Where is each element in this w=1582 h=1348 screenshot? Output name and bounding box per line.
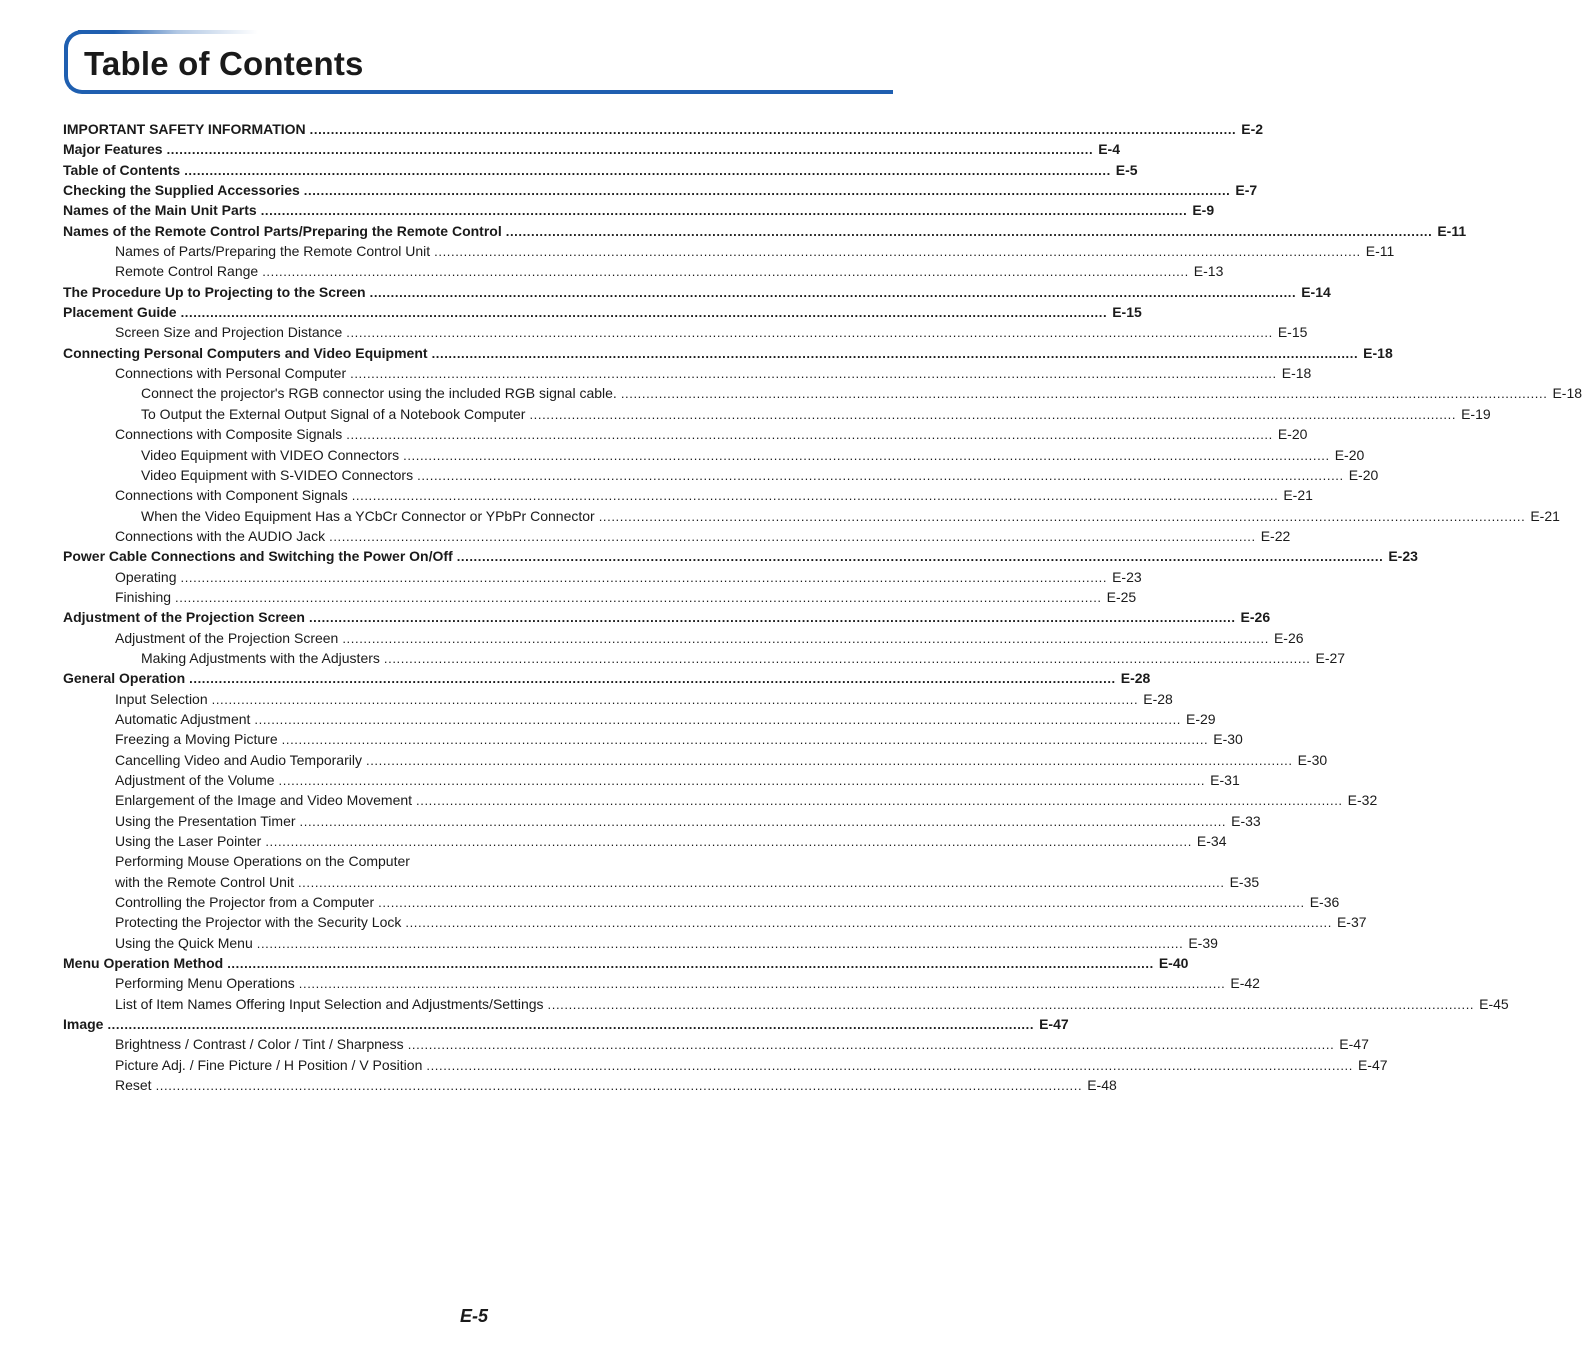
toc-entry-page: E-5	[1115, 161, 1138, 178]
toc-entry-title: Remote Control Range	[115, 263, 259, 280]
toc-dot-leader: ............................................................................................................................................................................................................................	[505, 223, 1433, 239]
toc-entry-page: E-18	[1363, 344, 1393, 361]
toc-entry-title: Adjustment of the Projection Screen	[63, 609, 305, 626]
toc-dot-leader: ............................................................................................................................................................................................................................	[308, 610, 1236, 626]
toc-entry[interactable]	[63, 404, 1491, 424]
toc-dot-leader: ............................................................................................................................................................................................................................	[342, 630, 1269, 646]
toc-dot-leader: ............................................................................................................................................................................................................................	[529, 406, 1457, 422]
toc-entry-title: IMPORTANT SAFETY INFORMATION	[63, 121, 306, 137]
toc-entry[interactable]	[63, 933, 1218, 953]
toc-dot-leader: ............................................................................................................................................................................................................................	[365, 752, 1293, 768]
toc-entry-page: E-30	[1213, 731, 1243, 748]
toc-entry-title: When the Video Equipment Has a YCbCr Connector or YPbPr Connector	[141, 507, 595, 524]
toc-entry-page: E-9	[1192, 202, 1215, 219]
toc-entry-page: E-4	[1098, 141, 1120, 158]
toc-dot-leader: ............................................................................................................................................................................................................................	[350, 366, 1277, 382]
toc-entry-page: E-29	[1186, 710, 1216, 727]
toc-entry-title: Cancelling Video and Audio Temporarily	[115, 751, 362, 768]
toc-entry-title: Connections with Personal Computer	[115, 365, 347, 382]
toc-entry-page: E-7	[1235, 182, 1258, 199]
toc-entry[interactable]	[63, 160, 1138, 180]
toc-entry[interactable]	[63, 607, 1271, 627]
toc-dot-leader: ............................................................................................................................................................................................................................	[107, 1017, 1035, 1033]
toc-entry[interactable]	[63, 709, 1216, 729]
toc-entry[interactable]	[63, 831, 1227, 851]
toc-entry-page: E-45	[1479, 995, 1509, 1012]
toc-entry-page: E-23	[1388, 548, 1418, 565]
page-number: E-5	[460, 1306, 489, 1326]
toc-dot-leader: ............................................................................................................................................................................................................................	[378, 895, 1305, 911]
toc-dot-leader: ............................................................................................................................................................................................................................	[262, 264, 1189, 280]
toc-entry[interactable]	[63, 526, 1291, 546]
toc-entry-page: E-30	[1297, 751, 1328, 768]
toc-entry-page: E-11	[1437, 222, 1467, 239]
toc-entry[interactable]	[63, 770, 1240, 790]
toc-dot-leader: ............................................................................................................................................................................................................................	[351, 488, 1279, 504]
toc-entry-page: E-26	[1273, 629, 1304, 646]
toc-entry-title: Performing Mouse Operations on the Computer	[115, 853, 410, 870]
toc-dot-leader: ............................................................................................................................................................................................................................	[299, 813, 1227, 829]
toc-entry-page: E-36	[1309, 894, 1340, 911]
toc-entry-page: E-13	[1193, 263, 1224, 280]
toc-entry[interactable]	[63, 139, 1120, 159]
toc-entry[interactable]	[63, 485, 1313, 505]
toc-entry-title: Making Adjustments with the Adjusters	[141, 649, 380, 666]
toc-dot-leader: ............................................................................................................................................................................................................................	[189, 671, 1116, 687]
toc-entry-page: E-31	[1210, 772, 1240, 788]
toc-entry[interactable]	[63, 200, 1215, 220]
toc-dot-leader: ............................................................................................................................................................................................................................	[281, 732, 1209, 748]
toc-dot-leader: ............................................................................................................................................................................................................................	[184, 162, 1111, 178]
toc-entry-page: E-47	[1339, 1036, 1369, 1053]
toc-entry[interactable]	[63, 424, 1308, 444]
toc-entry-page: E-20	[1277, 426, 1308, 443]
toc-entry-page: E-32	[1347, 792, 1378, 809]
toc-dot-leader: ............................................................................................................................................................................................................................	[166, 142, 1094, 158]
toc-entry[interactable]	[63, 363, 1312, 383]
toc-entry-title: Table of Contents	[63, 161, 181, 178]
toc-entry-page: E-21	[1530, 507, 1560, 524]
toc-entry-page: E-21	[1283, 487, 1313, 504]
toc-entry-page: E-15	[1112, 304, 1142, 321]
toc-dot-leader: ............................................................................................................................................................................................................................	[227, 956, 1154, 972]
toc-entry[interactable]	[63, 506, 1560, 526]
toc-dot-leader: ............................................................................................................................................................................................................................	[329, 528, 1256, 544]
toc-entry-page: E-19	[1461, 405, 1491, 422]
toc-dot-leader: ............................................................................................................................................................................................................................	[303, 183, 1231, 199]
toc-dot-leader: ............................................................................................................................................................................................................................	[298, 976, 1226, 992]
toc-entry-title: Checking the Supplied Accessories	[63, 182, 300, 199]
toc-entry[interactable]	[63, 851, 692, 871]
toc-dot-leader: ............................................................................................................................................................................................................................	[180, 569, 1108, 585]
toc-entry-title: General Operation	[63, 670, 186, 687]
toc-dot-leader: ............................................................................................................................................................................................................................	[434, 244, 1361, 260]
toc-entry-title: Image	[63, 1016, 104, 1033]
toc-entry-title: with the Remote Control Unit	[115, 873, 294, 890]
toc-dot-leader: ............................................................................................................................................................................................................................	[456, 549, 1384, 565]
toc-entry-page: E-20	[1334, 446, 1365, 463]
toc-dot-leader: ............................................................................................................................................................................................................................	[426, 1057, 1353, 1073]
toc-entry[interactable]	[63, 445, 1365, 465]
toc-entry-page: E-23	[1112, 568, 1142, 585]
toc-entry-page: E-20	[1348, 466, 1379, 483]
toc-entry[interactable]	[63, 953, 1189, 973]
toc-dot-leader: ............................................................................................................................................................................................................................	[431, 345, 1359, 361]
toc-entry-title: The Procedure Up to Projecting to the Screen	[63, 283, 366, 300]
toc-entry-title: Protecting the Projector with the Security Lock	[115, 914, 402, 931]
toc-entry-title: Performing Menu Operations	[115, 975, 295, 992]
toc-entry-page: E-33	[1231, 812, 1261, 829]
toc-entry[interactable]	[63, 261, 1224, 281]
toc-dot-leader: ............................................................................................................................................................................................................................	[265, 834, 1192, 850]
toc-dot-leader: ............................................................................................................................................................................................................................	[598, 508, 1526, 524]
toc-entry[interactable]	[63, 465, 1379, 485]
toc-entry-title: To Output the External Output Signal of a Notebook Computer	[141, 405, 526, 422]
toc-entry[interactable]	[63, 241, 1395, 261]
toc-entry-title: Freezing a Moving Picture	[115, 731, 278, 748]
toc-entry[interactable]	[63, 1075, 1117, 1095]
toc-entry[interactable]	[63, 689, 1173, 709]
toc-entry-title: Video Equipment with S-VIDEO Connectors	[141, 466, 414, 483]
toc-entry[interactable]	[63, 1014, 1069, 1034]
toc-dot-leader: ............................................................................................................................................................................................................................	[416, 793, 1343, 809]
toc-entry-title: Adjustment of the Volume	[115, 772, 275, 788]
toc-entry[interactable]	[63, 180, 1258, 200]
toc-entry-page: E-18	[1281, 365, 1312, 382]
toc-dot-leader: ............................................................................................................................................................................................................................	[346, 325, 1273, 341]
toc-entry[interactable]	[63, 668, 1151, 688]
toc-entry-title: Placement Guide	[63, 304, 177, 321]
toc-entry-page: E-26	[1240, 609, 1271, 626]
toc-entry-title: Controlling the Projector from a Computer	[115, 894, 375, 911]
toc-entry-page: E-40	[1158, 955, 1189, 972]
toc-entry-title: Finishing	[115, 588, 172, 605]
toc-entry[interactable]	[63, 1034, 1369, 1054]
toc-entry-title: Names of the Main Unit Parts	[63, 202, 257, 219]
toc-entry[interactable]	[63, 282, 1331, 302]
toc-entry-page: E-37	[1336, 914, 1367, 931]
toc-entry[interactable]	[63, 221, 1467, 241]
toc-entry-title: Connections with Component Signals	[115, 487, 348, 504]
toc-entry-title: Screen Size and Projection Distance	[115, 324, 343, 341]
toc-entry-title: Power Cable Connections and Switching the Power On/Off	[63, 548, 453, 565]
toc-entry-page: E-25	[1106, 588, 1137, 605]
toc-entry-title: List of Item Names Offering Input Selection and Adjustments/Settings	[115, 995, 544, 1012]
toc-dot-leader: ............................................................................................................................................................................................................................	[407, 1037, 1335, 1053]
toc-dot-leader: ............................................................................................................................................................................................................................	[297, 874, 1225, 890]
toc-entry[interactable]	[63, 302, 1142, 322]
toc-entry-title: Using the Laser Pointer	[115, 833, 262, 850]
toc-entry[interactable]	[63, 648, 1346, 668]
toc-entry[interactable]	[63, 383, 1582, 403]
toc-dot-leader: ............................................................................................................................................................................................................................	[211, 691, 1139, 707]
toc-entry-page: E-27	[1315, 649, 1346, 666]
toc-entry[interactable]	[63, 1055, 1388, 1075]
toc-dot-leader: ............................................................................................................................................................................................................................	[175, 589, 1102, 605]
toc-entry-title: Names of the Remote Control Parts/Preparing the Remote Control	[63, 222, 502, 239]
toc-dot-leader: ............................................................................................................................................................................................................................	[403, 447, 1330, 463]
toc-dot-leader: ............................................................................................................................................................................................................................	[383, 650, 1311, 666]
toc-entry[interactable]	[63, 994, 1509, 1014]
toc-entry[interactable]	[63, 567, 1142, 587]
toc-entry-title: Picture Adj. / Fine Picture / H Position / V Position	[115, 1056, 423, 1073]
toc-entry[interactable]	[63, 750, 1328, 770]
toc-entry[interactable]	[63, 546, 1418, 566]
toc-entry-title: Connect the projector's RGB connector using the included RGB signal cable.	[141, 385, 617, 402]
toc-entry[interactable]	[63, 343, 1393, 363]
toc-entry-page: E-39	[1188, 934, 1218, 951]
toc-entry[interactable]	[63, 322, 1308, 342]
toc-dot-leader: ............................................................................................................................................................................................................................	[547, 996, 1475, 1012]
toc-entry-title: Using the Quick Menu	[115, 934, 253, 951]
toc-dot-leader: ............................................................................................................................................................................................................................	[369, 284, 1297, 300]
toc-entry-page: E-48	[1087, 1077, 1117, 1094]
toc-dot-leader: ............................................................................................................................................................................................................................	[405, 915, 1332, 931]
toc-entry-title: Operating	[115, 568, 177, 585]
toc-entry-page: E-47	[1039, 1016, 1069, 1033]
toc-entry-page: E-14	[1301, 283, 1331, 300]
toc-entry-title: Major Features	[63, 141, 163, 158]
toc-dot-leader: ............................................................................................................................................................................................................................	[256, 935, 1184, 951]
toc-entry-title: Connecting Personal Computers and Video Equipment	[63, 344, 428, 361]
toc-dot-leader: ............................................................................................................................................................................................................................	[260, 203, 1188, 219]
toc-entry-page: E-28	[1120, 670, 1151, 687]
toc-entry-title: Names of Parts/Preparing the Remote Control Unit	[115, 243, 431, 260]
toc-entry[interactable]	[63, 973, 1260, 993]
toc-dot-leader: ............................................................................................................................................................................................................................	[346, 427, 1273, 443]
toc-entry-page: E-35	[1229, 873, 1260, 890]
toc-entry-page: E-42	[1230, 975, 1260, 992]
toc-entry-title: Connections with the AUDIO Jack	[115, 527, 326, 544]
toc-dot-leader: ............................................................................................................................................................................................................................	[254, 711, 1182, 727]
toc-dot-leader: ............................................................................................................................................................................................................................	[155, 1078, 1083, 1094]
toc-dot-leader: ............................................................................................................................................................................................................................	[309, 122, 1237, 137]
toc-dot-leader: ............................................................................................................................................................................................................................	[278, 773, 1206, 788]
toc-entry-title: Reset	[115, 1077, 152, 1094]
toc-entry-title: Adjustment of the Projection Screen	[115, 629, 339, 646]
toc-entry[interactable]	[63, 872, 1260, 892]
toc-entry-title: Using the Presentation Timer	[115, 812, 296, 829]
page-title: Table of Contents	[84, 45, 364, 82]
toc-entry-title: Video Equipment with VIDEO Connectors	[141, 446, 400, 463]
toc-entry-title: Enlargement of the Image and Video Movement	[115, 792, 413, 809]
toc-entry-title: Input Selection	[115, 690, 208, 707]
toc-entry[interactable]	[63, 811, 1261, 831]
toc-entry-title: Brightness / Contrast / Color / Tint / Sharpness	[115, 1036, 404, 1053]
toc-entry[interactable]	[63, 892, 1340, 912]
toc-entry[interactable]	[63, 628, 1304, 648]
toc-entry-page: E-34	[1196, 833, 1227, 850]
toc-dot-leader: ............................................................................................................................................................................................................................	[180, 305, 1108, 321]
toc-dot-leader: ............................................................................................................................................................................................................................	[417, 467, 1344, 483]
toc-entry-page: E-28	[1143, 690, 1173, 707]
toc-entry-page: E-2	[1241, 121, 1264, 137]
toc-entry-page: E-11	[1365, 243, 1395, 260]
toc-entry-title: Connections with Composite Signals	[115, 426, 343, 443]
toc-dot-leader: ............................................................................................................................................................................................................................	[620, 386, 1548, 402]
toc-entry-page: E-22	[1260, 527, 1291, 544]
toc-entry[interactable]	[63, 729, 1243, 749]
toc-entry-page: E-15	[1277, 324, 1308, 341]
toc-entry-page: E-47	[1357, 1056, 1388, 1073]
toc-entry[interactable]	[63, 912, 1367, 932]
toc-entry[interactable]	[63, 587, 1137, 607]
table-of-contents-list	[63, 119, 1582, 1096]
toc-entry-title: Menu Operation Method	[63, 955, 224, 972]
toc-entry[interactable]	[63, 790, 1378, 810]
toc-entry-page: E-18	[1552, 385, 1582, 402]
toc-entry[interactable]	[63, 119, 1264, 139]
toc-entry-title: Automatic Adjustment	[115, 710, 251, 727]
